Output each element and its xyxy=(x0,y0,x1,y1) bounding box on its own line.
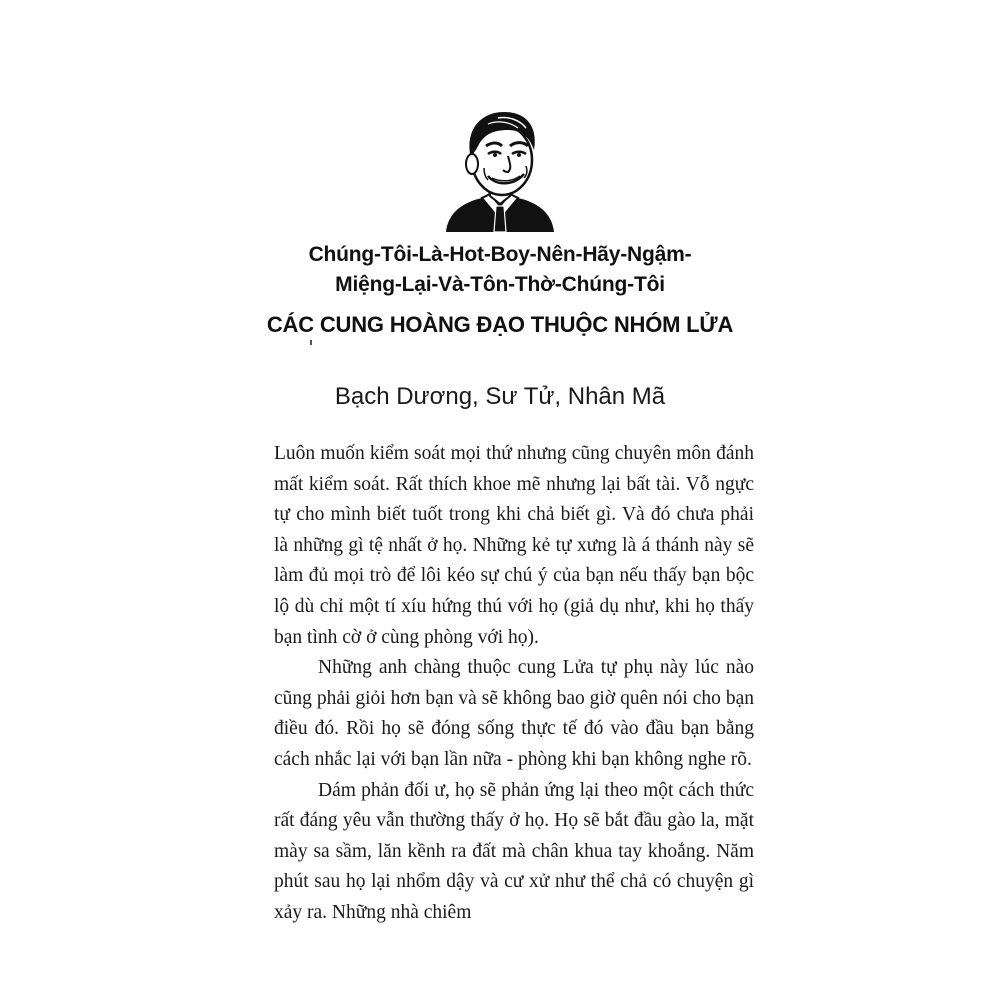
paragraph: Những anh chàng thuộc cung Lửa tự phụ này lúc nào cũng phải giỏi hơn bạn và sẽ không bao giờ quên nói cho bạn điều đó. Rồi họ sẽ đóng sống thực tế đó vào đầu bạn bằng cách nhắc lại với bạn lần nữa - phòng khi bạn không nghe rõ. xyxy=(274,657,754,770)
retro-man-portrait-icon xyxy=(438,108,562,232)
zodiac-signs-line: Bạch Dương, Sư Tử, Nhân Mã xyxy=(334,383,666,410)
print-speck xyxy=(310,340,312,345)
chapter-title-line-2: Miệng-Lại-Và-Tôn-Thờ-Chúng-Tôi xyxy=(335,273,665,296)
body-text xyxy=(274,439,754,929)
paragraph: Dám phản đối ư, họ sẽ phản ứng lại theo một cách thức rất đáng yêu vẫn thường thấy ở họ. Họ sẽ bắt đầu gào la, mặt mày sa sầm, lăn kềnh ra đất mà chân khua tay khoắng. Năm phút sau họ lại nhổm dậy và cư xử như thể chả có chuyện gì xảy ra. Những nhà chiêm xyxy=(274,779,754,923)
paragraph: Luôn muốn kiểm soát mọi thứ nhưng cũng chuyên môn đánh mất kiểm soát. Rất thích khoe mẽ nhưng lại bất tài. Vỗ ngực tự cho mình biết tuốt trong khi chả biết gì. Và đó chưa phải là những gì tệ nhất ở họ. Những kẻ tự xưng là á thánh này sẽ làm đủ mọi trò để lôi kéo sự chú ý của bạn nếu thấy bạn bộc lộ dù chỉ một tí xíu hứng thú với họ (giả dụ như, khi họ thấy bạn tình cờ ở cùng phòng với họ). xyxy=(274,443,754,648)
chapter-subtitle: CÁC CUNG HOÀNG ĐẠO THUỘC NHÓM LỬA xyxy=(266,312,734,337)
chapter-title-line-1: Chúng-Tôi-Là-Hot-Boy-Nên-Hãy-Ngậm- xyxy=(308,243,692,266)
